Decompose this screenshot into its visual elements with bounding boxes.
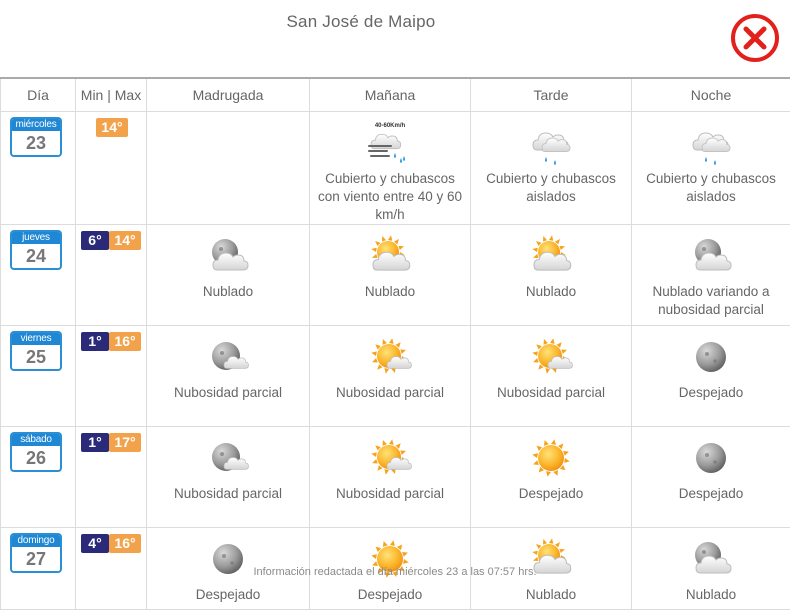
temperature-cell xyxy=(76,427,147,528)
max-temp-badge: 14° xyxy=(109,231,141,250)
period-cell xyxy=(632,225,790,326)
date-number: 23 xyxy=(12,131,60,155)
period-cell xyxy=(471,112,632,225)
day-cell xyxy=(1,112,76,225)
temperature-cell xyxy=(76,225,147,326)
period-cell xyxy=(632,112,790,225)
header-noche: Noche xyxy=(632,78,790,112)
footer-note: Información redactada el día miércoles 23 a las 07:57 hrs. xyxy=(0,566,790,578)
calendar-icon xyxy=(10,117,62,157)
condition-text: Nublado xyxy=(632,586,790,604)
period-cell xyxy=(147,112,310,225)
close-button[interactable] xyxy=(730,13,780,63)
weekday-label: viernes xyxy=(12,333,60,345)
day-cell xyxy=(1,427,76,528)
sun-small-cloud-icon xyxy=(367,334,413,380)
sun-icon xyxy=(528,435,574,481)
date-number: 25 xyxy=(12,345,60,369)
condition-text: Despejado xyxy=(471,485,631,503)
calendar-icon xyxy=(10,432,62,472)
condition-text: Nublado variando a nubosidad parcial xyxy=(632,283,790,319)
page-title: San José de Maipo xyxy=(0,12,722,32)
moon-small-cloud-icon xyxy=(205,435,251,481)
period-cell xyxy=(471,326,632,427)
min-temp-badge: 6° xyxy=(81,231,109,250)
period-cell xyxy=(310,225,471,326)
condition-text: Cubierto y chubascos aislados xyxy=(471,170,631,206)
moon-cloud-icon xyxy=(688,233,734,279)
condition-text: Despejado xyxy=(632,384,790,402)
forecast-row xyxy=(1,427,790,528)
date-number: 27 xyxy=(12,547,60,571)
sun-small-cloud-icon xyxy=(367,435,413,481)
header-tarde: Tarde xyxy=(471,78,632,112)
wind-rain-icon xyxy=(367,120,413,166)
forecast-row xyxy=(1,225,790,326)
period-cell xyxy=(147,326,310,427)
condition-text: Nubosidad parcial xyxy=(471,384,631,402)
min-temp-badge: 1° xyxy=(81,332,109,351)
weekday-label: domingo xyxy=(12,535,60,547)
period-cell xyxy=(147,225,310,326)
condition-text: Nubosidad parcial xyxy=(147,485,309,503)
period-cell xyxy=(471,225,632,326)
header-madrugada: Madrugada xyxy=(147,78,310,112)
condition-text: Nublado xyxy=(147,283,309,301)
condition-text: Cubierto y chubascos aislados xyxy=(632,170,790,206)
moon-icon xyxy=(688,334,734,380)
header-manana: Mañana xyxy=(310,78,471,112)
header-day: Día xyxy=(1,78,76,112)
temperature-cell xyxy=(76,326,147,427)
condition-text: Nubosidad parcial xyxy=(147,384,309,402)
moon-small-cloud-icon xyxy=(205,334,251,380)
period-cell xyxy=(632,427,790,528)
temperature-cell xyxy=(76,112,147,225)
max-temp-badge: 16° xyxy=(109,534,141,553)
date-number: 24 xyxy=(12,244,60,268)
moon-cloud-icon xyxy=(205,233,251,279)
weekday-label: jueves xyxy=(12,232,60,244)
period-cell xyxy=(310,427,471,528)
condition-text: Nublado xyxy=(471,283,631,301)
period-cell xyxy=(632,326,790,427)
calendar-icon xyxy=(10,331,62,371)
condition-text: Despejado xyxy=(632,485,790,503)
sun-cloud-icon xyxy=(528,233,574,279)
condition-text: Nublado xyxy=(310,283,470,301)
sun-cloud-icon xyxy=(367,233,413,279)
min-temp-badge: 1° xyxy=(81,433,109,452)
day-cell xyxy=(1,225,76,326)
moon-icon xyxy=(688,435,734,481)
cloud-rain-icon xyxy=(528,120,574,166)
header-minmax: Min | Max xyxy=(76,78,147,112)
condition-text: Cubierto y chubascos con viento entre 40 y 60 km/h xyxy=(310,170,470,224)
sun-small-cloud-icon xyxy=(528,334,574,380)
condition-text: Nubosidad parcial xyxy=(310,485,470,503)
period-cell xyxy=(147,427,310,528)
condition-text: Nubosidad parcial xyxy=(310,384,470,402)
max-temp-badge: 17° xyxy=(109,433,141,452)
day-cell xyxy=(1,326,76,427)
max-temp-badge: 14° xyxy=(96,118,128,137)
condition-text: Nublado xyxy=(471,586,631,604)
condition-text: Despejado xyxy=(147,586,309,604)
forecast-row xyxy=(1,326,790,427)
svg-text:40-60Km/h: 40-60Km/h xyxy=(375,123,406,129)
weekday-label: sábado xyxy=(12,434,60,446)
period-cell xyxy=(310,326,471,427)
weekday-label: miércoles xyxy=(12,119,60,131)
calendar-icon xyxy=(10,230,62,270)
forecast-row xyxy=(1,112,790,225)
period-cell xyxy=(471,427,632,528)
cloud-rain-icon xyxy=(688,120,734,166)
forecast-table xyxy=(0,77,790,610)
period-cell xyxy=(310,112,471,225)
condition-text: Despejado xyxy=(310,586,470,604)
header-row xyxy=(1,78,790,112)
min-temp-badge: 4° xyxy=(81,534,109,553)
date-number: 26 xyxy=(12,446,60,470)
max-temp-badge: 16° xyxy=(109,332,141,351)
